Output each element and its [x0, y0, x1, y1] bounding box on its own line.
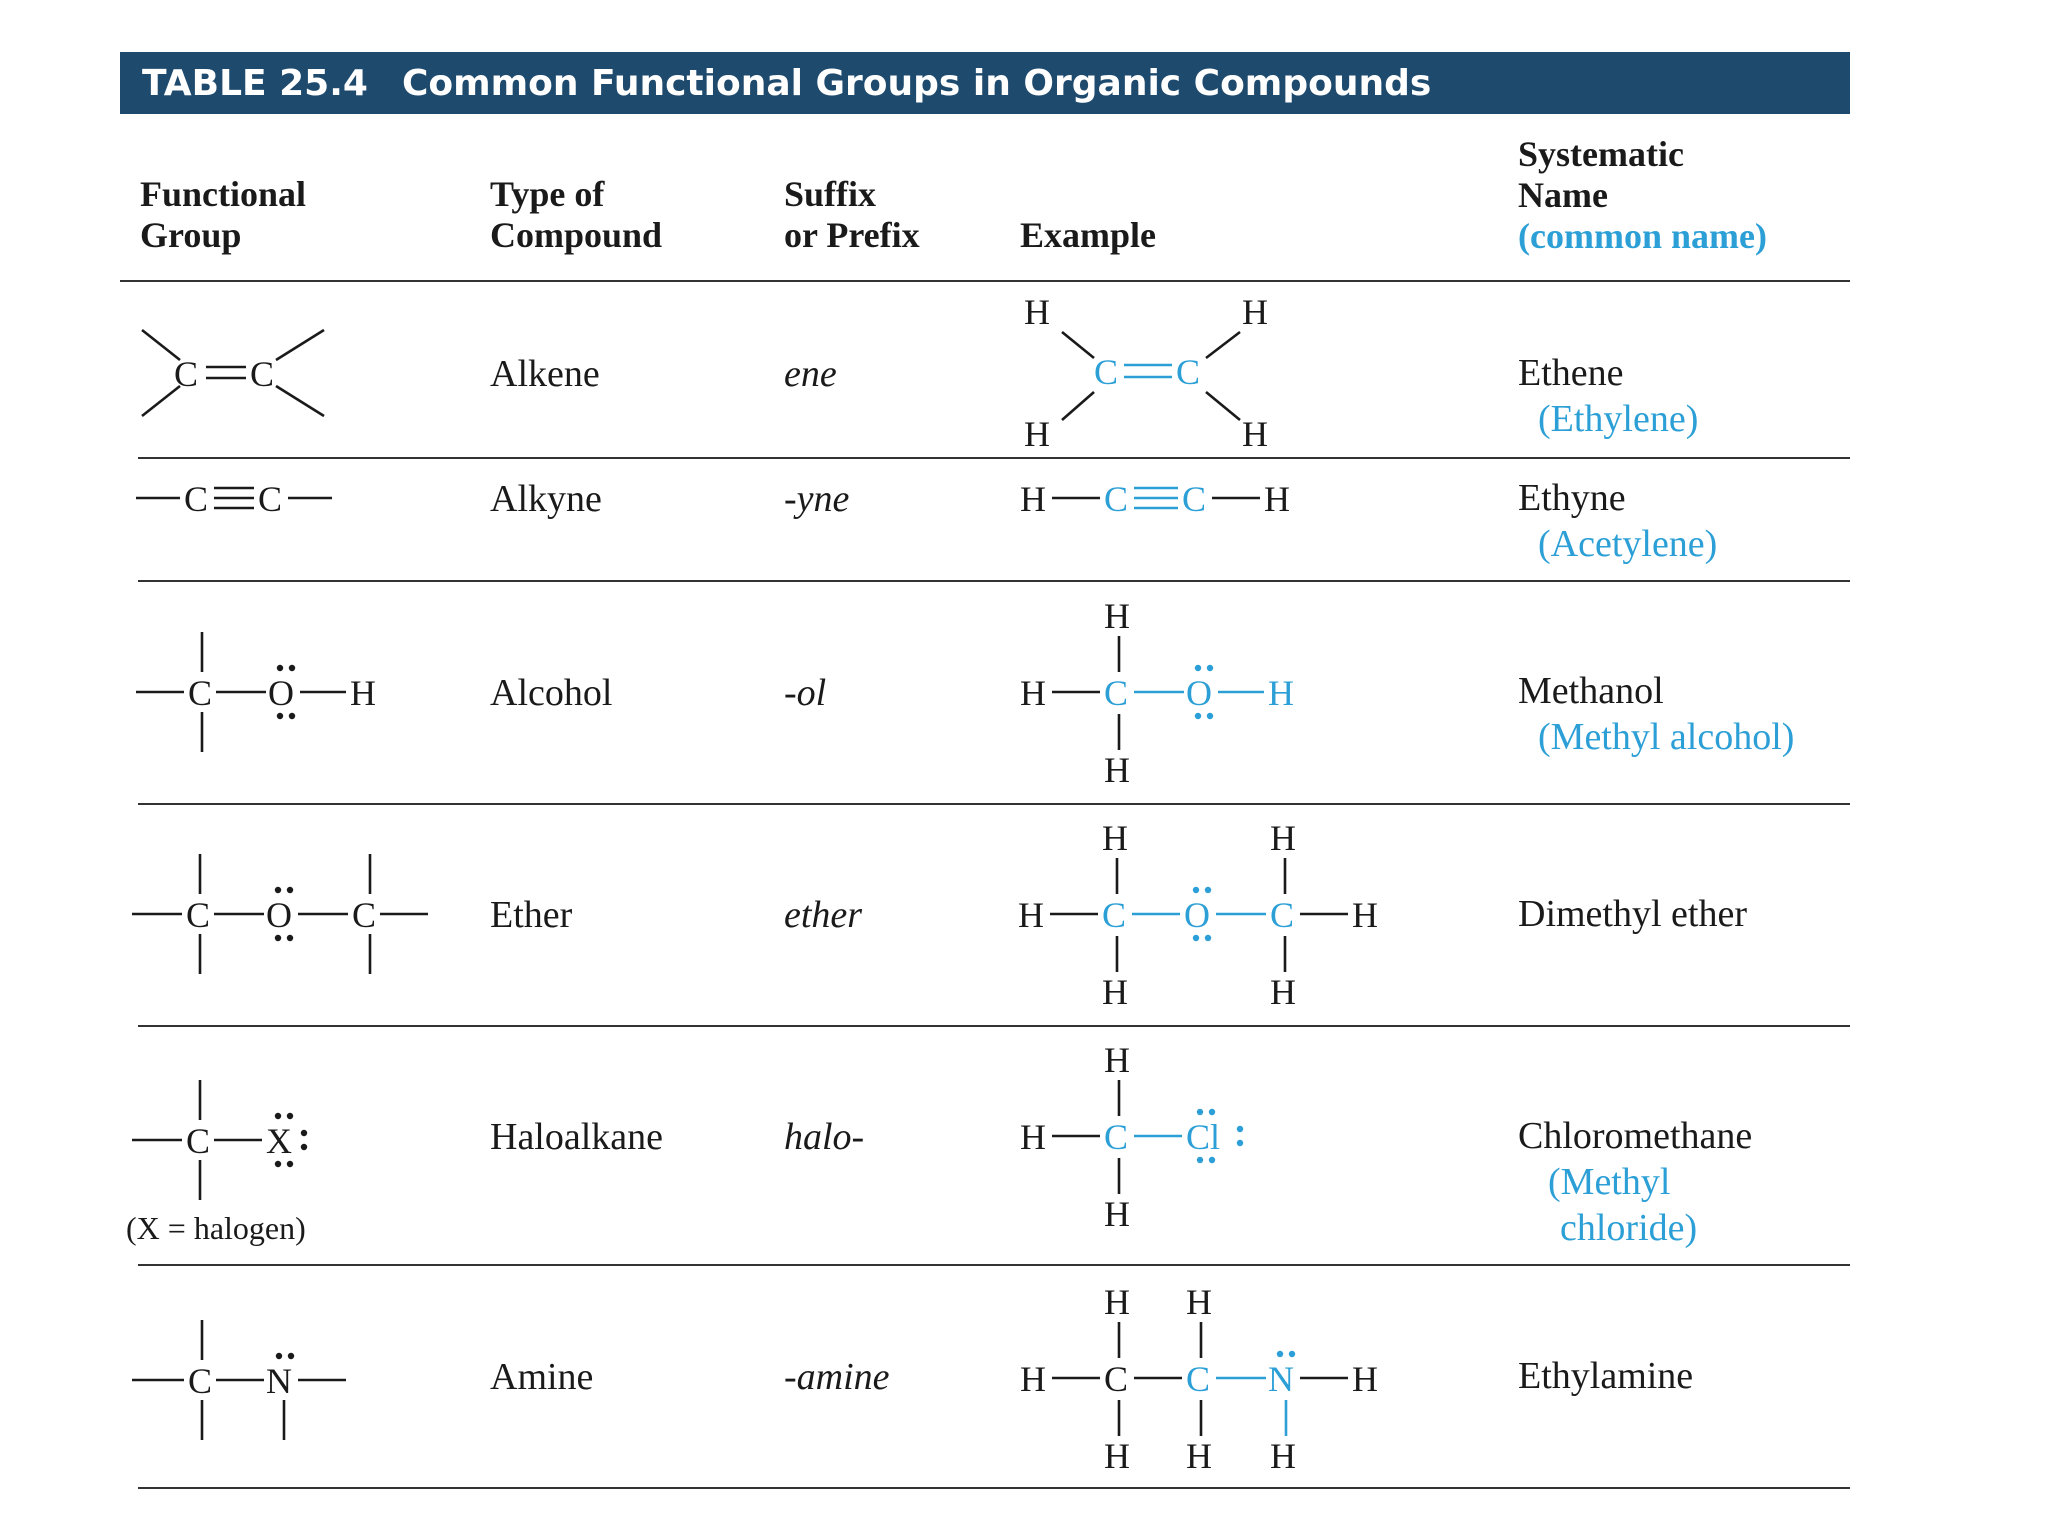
svg-text:H: H [1102, 818, 1128, 858]
svg-text:C: C [186, 895, 211, 935]
table-title-banner [120, 52, 1850, 114]
svg-text:H: H [1104, 1194, 1130, 1234]
systematic-name-cell [1518, 475, 1717, 567]
svg-text:O: O [1186, 673, 1212, 713]
common-name: (Ethylene) [1538, 398, 1699, 440]
amine-group-structure [126, 1316, 366, 1446]
type-cell: Alkyne [490, 478, 602, 520]
svg-text:O: O [1184, 895, 1210, 935]
svg-text:Cl: Cl [1186, 1117, 1221, 1157]
header-name-line1: Systematic [1518, 134, 1684, 174]
dimethyl-ether-example-structure [1008, 814, 1408, 1014]
systematic-name-cell [1518, 668, 1794, 760]
suffix-cell: -yne [784, 478, 850, 520]
suffix-cell: -ol [784, 672, 827, 714]
svg-text:H: H [1020, 1359, 1046, 1399]
svg-text:H: H [1186, 1282, 1212, 1322]
svg-text:H: H [1104, 1436, 1130, 1476]
svg-text:O: O [266, 895, 292, 935]
alcohol-group-structure [130, 628, 400, 758]
systematic-name-cell [1518, 1113, 1752, 1251]
svg-text:C: C [1104, 1117, 1129, 1157]
header-systematic-name [1518, 134, 1767, 257]
header-type-line1: Type of [490, 174, 605, 214]
header-name-line3: (common name) [1518, 216, 1767, 256]
svg-text:H: H [1020, 1117, 1046, 1157]
ethene-example-structure [1010, 288, 1310, 458]
header-type-line2: Compound [490, 215, 663, 255]
alkene-group-structure [130, 320, 340, 430]
svg-text:H: H [1270, 972, 1296, 1012]
systematic-name-cell [1518, 1353, 1693, 1399]
svg-text:H: H [1024, 292, 1050, 332]
haloalkane-group-structure [126, 1076, 346, 1206]
svg-text:H: H [1104, 596, 1130, 636]
common-name-line2: chloride) [1560, 1207, 1698, 1249]
svg-text:H: H [1270, 1436, 1296, 1476]
header-group-line2: Group [140, 215, 242, 255]
svg-text:C: C [174, 354, 199, 394]
svg-text:C: C [352, 895, 377, 935]
type-cell: Haloalkane [490, 1116, 664, 1158]
svg-text:C: C [1104, 479, 1129, 519]
svg-text:C: C [184, 479, 209, 519]
type-cell: Alcohol [490, 672, 613, 714]
svg-text:C: C [250, 354, 275, 394]
methanol-example-structure [1010, 592, 1330, 792]
row-divider [138, 803, 1850, 805]
systematic-name: Chloromethane [1518, 1115, 1753, 1157]
svg-text:N: N [266, 1361, 292, 1401]
svg-text:H: H [1024, 414, 1050, 454]
row-divider [138, 1264, 1850, 1266]
common-name-line1: (Methyl [1548, 1161, 1671, 1203]
table-title: Common Functional Groups in Organic Compounds [401, 62, 1432, 104]
bottom-rule [138, 1487, 1850, 1489]
suffix-cell: ene [784, 353, 837, 395]
suffix-cell: halo- [784, 1116, 865, 1158]
header-name-line2: Name [1518, 175, 1608, 215]
systematic-name: Methanol [1518, 670, 1664, 712]
common-name: (Acetylene) [1538, 523, 1718, 565]
svg-text:H: H [1104, 1040, 1130, 1080]
svg-text:C: C [1094, 352, 1119, 392]
svg-text:C: C [1186, 1359, 1211, 1399]
svg-text:C: C [188, 673, 213, 713]
svg-text:H: H [1242, 414, 1268, 454]
svg-text:H: H [1352, 1359, 1378, 1399]
ethyne-example-structure [1010, 470, 1330, 530]
svg-text:H: H [1020, 673, 1046, 713]
svg-text:H: H [1186, 1436, 1212, 1476]
row-divider [138, 1025, 1850, 1027]
svg-text:H: H [1352, 895, 1378, 935]
svg-text:C: C [1102, 895, 1127, 935]
svg-text:H: H [1270, 818, 1296, 858]
svg-text:C: C [1270, 895, 1295, 935]
systematic-name: Ethylamine [1518, 1355, 1694, 1397]
suffix-cell: -amine [784, 1356, 890, 1398]
systematic-name-cell [1518, 891, 1747, 937]
svg-text:O: O [268, 673, 294, 713]
svg-text:H: H [1104, 1282, 1130, 1322]
svg-text:H: H [350, 673, 376, 713]
row-divider [138, 457, 1850, 459]
header-functional-group [140, 174, 306, 256]
table-number: TABLE 25.4 [142, 62, 368, 104]
halogen-note: (X = halogen) [126, 1210, 306, 1246]
svg-text:H: H [1268, 673, 1294, 713]
svg-text:N: N [1268, 1359, 1294, 1399]
alkyne-group-structure [130, 470, 360, 530]
ether-group-structure [126, 850, 446, 980]
header-example: Example [1020, 215, 1157, 255]
svg-text:C: C [1182, 479, 1207, 519]
common-name: (Methyl alcohol) [1538, 716, 1795, 758]
type-cell: Amine [490, 1356, 594, 1398]
svg-text:C: C [188, 1361, 213, 1401]
svg-text:X: X [266, 1121, 292, 1161]
systematic-name: Dimethyl ether [1518, 893, 1747, 935]
type-cell: Alkene [490, 353, 600, 395]
svg-text:C: C [186, 1121, 211, 1161]
ethylamine-example-structure [1010, 1278, 1410, 1478]
svg-text:H: H [1242, 292, 1268, 332]
suffix-cell: ether [784, 894, 863, 936]
header-suffix-or-prefix [784, 174, 920, 256]
svg-text:H: H [1018, 895, 1044, 935]
svg-text:C: C [258, 479, 283, 519]
header-suffix-line1: Suffix [784, 174, 877, 214]
header-suffix-line2: or Prefix [784, 215, 920, 255]
type-cell: Ether [490, 894, 573, 936]
header-rule [120, 280, 1850, 282]
systematic-name: Ethene [1518, 352, 1624, 394]
header-type-of-compound [490, 174, 662, 256]
svg-text:H: H [1104, 750, 1130, 790]
header-group-line1: Functional [140, 174, 307, 214]
systematic-name: Ethyne [1518, 477, 1626, 519]
svg-text:H: H [1102, 972, 1128, 1012]
svg-text:H: H [1264, 479, 1290, 519]
row-divider [138, 580, 1850, 582]
svg-text:C: C [1104, 673, 1129, 713]
svg-text:C: C [1104, 1359, 1129, 1399]
svg-text:H: H [1020, 479, 1046, 519]
svg-text:C: C [1176, 352, 1201, 392]
chloromethane-example-structure [1010, 1036, 1310, 1236]
systematic-name-cell [1518, 350, 1698, 442]
